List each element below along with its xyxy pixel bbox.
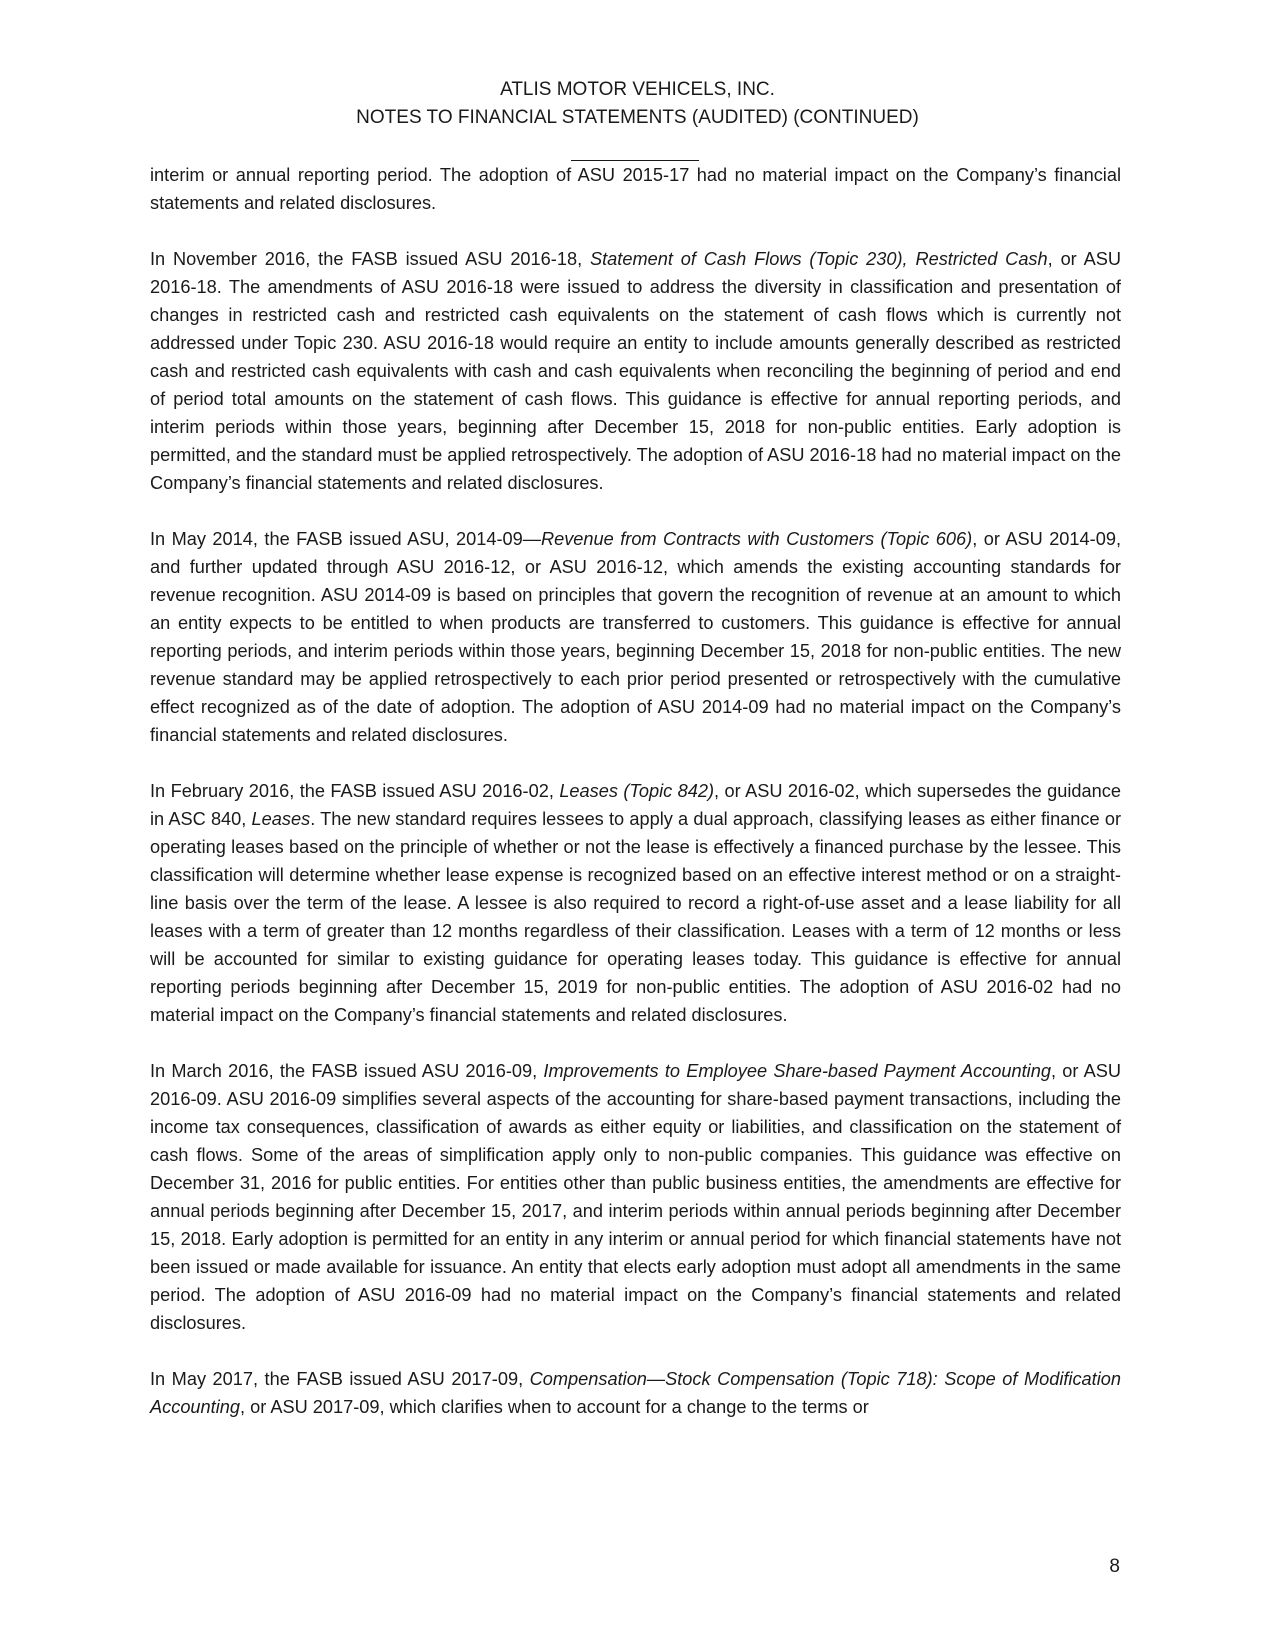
- standard-title: Improvements to Employee Share-based Payment Accounting: [543, 1061, 1051, 1081]
- paragraph-asu-2017-09: In May 2017, the FASB issued ASU 2017-09, Compensation—Stock Compensation (Topic 718): Scope of Modification Accounting, or ASU 2017-09, which clarifies when to account for a change to the terms or: [150, 1369, 1121, 1417]
- standard-title: Leases: [251, 809, 311, 829]
- page-header: [0, 76, 1275, 132]
- paragraph-asu-2014-09: In May 2014, the FASB issued ASU, 2014-09—Revenue from Contracts with Customers (Topic 606), or ASU 2014-09, and further updated through ASU 2016-12, or ASU 2016-12, which amends the existing accounting standards for revenue recognition. ASU 2014-09 is based on principles that govern the recognition of revenue at an amount to which an entity expects to be entitled to when products are transferred to customers. This guidance is effective for annual reporting periods, and interim periods within those years, beginning December 15, 2018 for non-public entities. The new revenue standard may be applied retrospectively to each prior period presented or retrospectively with the cumulative effect recognized as of the date of adoption. The adoption of ASU 2014-09 had no material impact on the Company’s financial statements and related disclosures.: [150, 529, 1121, 745]
- standard-title: Compensation—Stock Compensation (Topic 718): Scope of Modification Accounting: [150, 1369, 1121, 1417]
- company-name: ATLIS MOTOR VEHICELS, INC.: [500, 79, 775, 100]
- section-title: NOTES TO FINANCIAL STATEMENTS (AUDITED) (CONTINUED): [356, 107, 919, 128]
- paragraph-asu-2016-09: In March 2016, the FASB issued ASU 2016-09, Improvements to Employee Share-based Payment Accounting, or ASU 2016-09. ASU 2016-09 simplifies several aspects of the accounting for share-based payment transactions, including the income tax consequences, classification of awards as either equity or liabilities, and classification on the statement of cash flows. Some of the areas of simplification apply only to non-public companies. This guidance was effective on December 31, 2016 for public entities. For entities other than public business entities, the amendments are effective for annual periods beginning after December 15, 2017, and interim periods within annual periods beginning after December 15, 2018. Early adoption is permitted for an entity in any interim or annual period for which financial statements have not been issued or made available for issuance. An entity that elects early adoption must adopt all amendments in the same period. The adoption of ASU 2016-09 had no material impact on the Company’s financial statements and related disclosures.: [150, 1061, 1122, 1333]
- paragraph-asu-2016-02: In February 2016, the FASB issued ASU 2016-02, Leases (Topic 842), or ASU 2016-02, which supersedes the guidance in ASC 840, Leases. The new standard requires lessees to apply a dual approach, classifying leases as either finance or operating leases based on the principle of whether or not the lease is effectively a financed purchase by the lessee. This classification will determine whether lease expense is recognized based on an effective interest method or on a straight-line basis over the term of the lease. A lessee is also required to record a right-of-use asset and a lease liability for all leases with a term of greater than 12 months regardless of their classification. Leases with a term of 12 months or less will be accounted for similar to existing guidance for operating leases today. This guidance is effective for annual reporting periods beginning after December 15, 2019 for non-public entities. The adoption of ASU 2016-02 had no material impact on the Company’s financial statements and related disclosures.: [150, 781, 1121, 1025]
- standard-title: Revenue from Contracts with Customers (Topic 606): [540, 529, 973, 549]
- standard-title: Leases (Topic 842): [559, 781, 715, 801]
- notes-body: [150, 161, 1121, 1449]
- standard-title: Statement of Cash Flows (Topic 230), Restricted Cash: [589, 249, 1048, 269]
- paragraph-asu-2016-18: In November 2016, the FASB issued ASU 2016-18, Statement of Cash Flows (Topic 230), Restricted Cash, or ASU 2016-18. The amendments of ASU 2016-18 were issued to address the diversity in classification and presentation of changes in restricted cash and restricted cash equivalents on the statement of cash flows which is currently not addressed under Topic 230. ASU 2016-18 would require an entity to include amounts generally described as restricted cash and restricted cash equivalents with cash and cash equivalents when reconciling the beginning of period and end of period total amounts on the statement of cash flows. This guidance is effective for annual reporting periods, and interim periods within those years, beginning after December 15, 2018 for non-public entities. Early adoption is permitted, and the standard must be applied retrospectively. The adoption of ASU 2016-18 had no material impact on the Company’s financial statements and related disclosures.: [150, 249, 1121, 493]
- page-number: 8: [1109, 1556, 1120, 1577]
- paragraph-asu-2015-17: interim or annual reporting period. The adoption of ASU 2015-17 had no material impact on the Company’s financial statements and related disclosures.: [150, 165, 1121, 213]
